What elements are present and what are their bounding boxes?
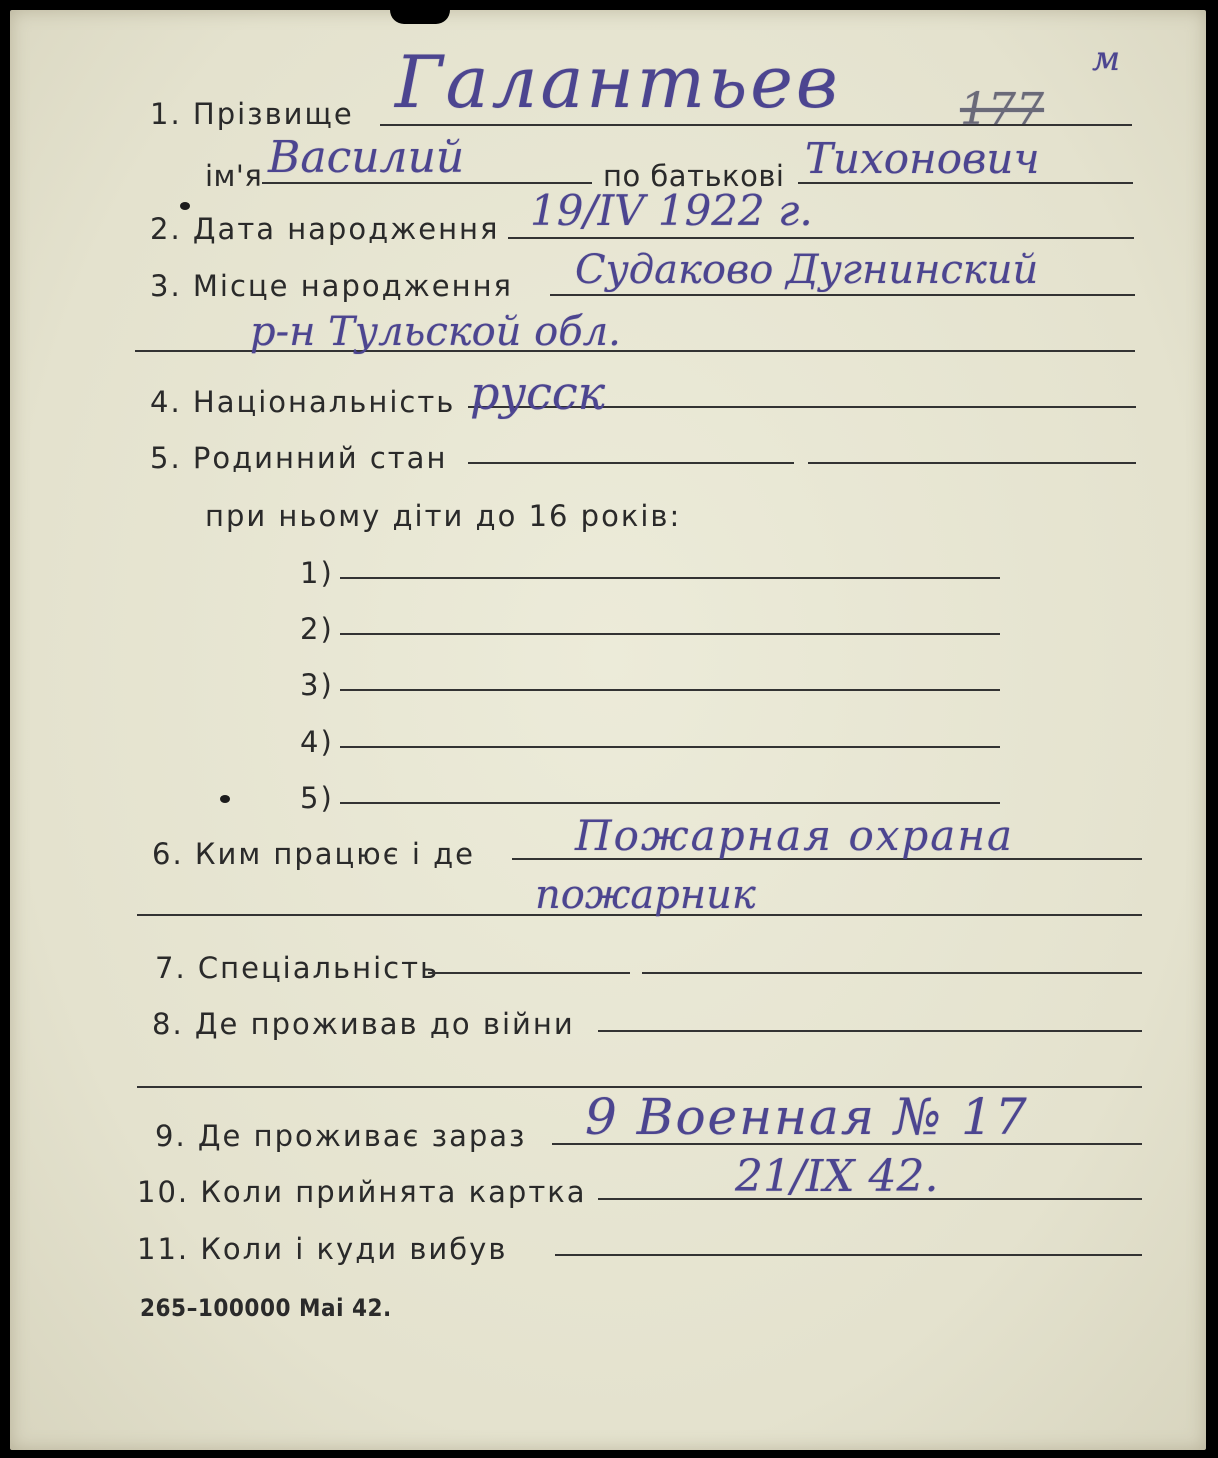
accepted-value: 21/IX 42. xyxy=(735,1151,939,1202)
child-slot-2: 2) xyxy=(300,612,334,646)
birthplace-value-2: р-н Тульской обл. xyxy=(250,309,621,355)
record-number: 177 xyxy=(960,84,1044,135)
patronymic-label: по батькові xyxy=(603,159,785,193)
birthplace-line-1 xyxy=(550,294,1135,296)
work-value-1: Пожарная охрана xyxy=(575,811,1015,860)
work-label: 6. Ким працює і де xyxy=(152,837,476,871)
departed-line xyxy=(555,1254,1142,1256)
child-line-5 xyxy=(340,802,1000,804)
child-slot-5: 5) xyxy=(300,781,334,815)
child-slot-3: 3) xyxy=(300,668,334,702)
marital-line-a xyxy=(468,462,794,464)
nationality-label: 4. Національність xyxy=(150,385,456,419)
child-slot-4: 4) xyxy=(300,725,334,759)
child-line-2 xyxy=(340,633,1000,635)
paper-tear xyxy=(390,10,450,24)
prewar-line-1 xyxy=(598,1030,1142,1032)
specialty-line-a xyxy=(428,972,630,974)
name-value: Василий xyxy=(268,132,465,183)
departed-label: 11. Коли і куди вибув xyxy=(137,1232,508,1266)
nationality-value: русск xyxy=(470,366,606,420)
dob-line xyxy=(508,237,1134,239)
corner-mark: м xyxy=(1092,39,1121,79)
marital-line-b xyxy=(808,462,1136,464)
child-slot-1: 1) xyxy=(300,556,334,590)
prewar-label: 8. Де проживав до війни xyxy=(152,1007,575,1041)
surname-label: 1. Прізвище xyxy=(150,97,354,131)
birthplace-label: 3. Місце народження xyxy=(150,269,513,303)
current-label: 9. Де проживає зараз xyxy=(155,1119,527,1153)
name-label: ім'я xyxy=(205,159,263,193)
child-line-3 xyxy=(340,689,1000,691)
birthplace-value-1: Судаково Дугнинский xyxy=(575,247,1039,293)
child-line-1 xyxy=(340,577,1000,579)
specialty-line-b xyxy=(642,972,1142,974)
print-mark: 265–100000 Mai 42. xyxy=(140,1294,392,1322)
dob-label: 2. Дата народження xyxy=(150,212,500,246)
child-line-4 xyxy=(340,746,1000,748)
children-label: при ньому діти до 16 років: xyxy=(205,499,682,533)
marital-label: 5. Родинний стан xyxy=(150,441,448,475)
ink-blot xyxy=(220,795,230,803)
specialty-label: 7. Спеціальність xyxy=(155,951,440,985)
patronymic-value: Тихонович xyxy=(805,134,1040,183)
surname-value: Галантьев xyxy=(395,40,841,124)
accepted-label: 10. Коли прийнята картка xyxy=(137,1175,587,1209)
dob-value: 19/IV 1922 г. xyxy=(530,186,813,235)
work-value-2: пожарник xyxy=(535,872,756,918)
current-value: 9 Военная № 17 xyxy=(585,1088,1029,1146)
ink-blot xyxy=(180,202,190,210)
